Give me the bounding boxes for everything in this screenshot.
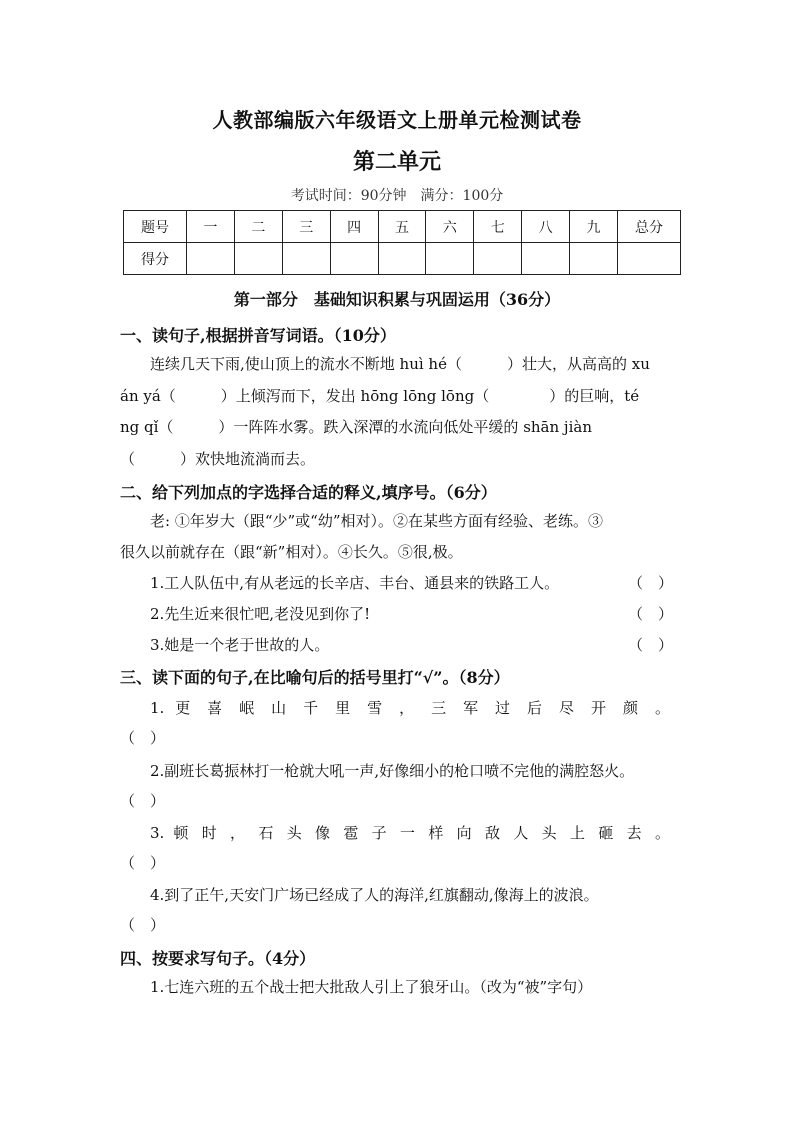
q1-line-1: 连续几天下雨,使山顶上的流水不断地 huì hé（ ）壮大，从高高的 xu bbox=[150, 355, 650, 373]
q3-answer-2[interactable]: （ ） bbox=[120, 792, 166, 810]
q3-answer-4[interactable]: （ ） bbox=[120, 916, 166, 934]
q3-answer-1[interactable]: （ ） bbox=[120, 729, 166, 747]
score-table-score-row bbox=[124, 243, 681, 275]
score-cell[interactable] bbox=[378, 243, 426, 275]
part1-title: 第一部分 基础知识积累与巩固运用（36分） bbox=[233, 290, 561, 309]
exam-title: 人教部编版六年级语文上册单元检测试卷 bbox=[212, 108, 582, 132]
score-cell[interactable] bbox=[187, 243, 235, 275]
column-header: 五 bbox=[378, 211, 426, 243]
q3-heading: 三、读下面的句子,在比喻句后的括号里打“√”。（8分） bbox=[120, 668, 510, 687]
q2-item-3: 3.她是一个老于世故的人。 bbox=[150, 636, 330, 654]
q2-item-1: 1.工人队伍中,有从老远的长辛店、丰台、通县来的铁路工人。 bbox=[150, 574, 560, 592]
column-header: 二 bbox=[234, 211, 282, 243]
q2-answer-2[interactable]: （ ） bbox=[628, 605, 674, 623]
q1-heading: 一、读句子,根据拼音写词语。（10分） bbox=[120, 326, 396, 345]
column-header-total: 总分 bbox=[618, 211, 681, 243]
q2-definition-line-1: 老: ①年岁大（跟“少”或“幼”相对）。②在某些方面有经验、老练。③ bbox=[150, 512, 603, 530]
q2-answer-3[interactable]: （ ） bbox=[628, 636, 674, 654]
score-cell-total[interactable] bbox=[618, 243, 681, 275]
score-cell[interactable] bbox=[234, 243, 282, 275]
column-header: 八 bbox=[522, 211, 570, 243]
score-cell[interactable] bbox=[426, 243, 474, 275]
q2-item-2: 2.先生近来很忙吧,老没见到你了! bbox=[150, 605, 371, 623]
score-cell[interactable] bbox=[474, 243, 522, 275]
score-cell[interactable] bbox=[330, 243, 378, 275]
score-table-header-row bbox=[124, 211, 681, 243]
score-cell[interactable] bbox=[282, 243, 330, 275]
column-header: 一 bbox=[187, 211, 235, 243]
row-header-question-no: 题号 bbox=[124, 211, 187, 243]
q4-item-1: 1.七连六班的五个战士把大批敌人引上了狼牙山。（改为“被”字句） bbox=[150, 978, 593, 996]
q1-line-3: ng qǐ（ ）一阵阵水雾。跌入深潭的水流向低处平缓的 shān jiàn bbox=[120, 418, 592, 436]
column-header: 四 bbox=[330, 211, 378, 243]
score-cell[interactable] bbox=[522, 243, 570, 275]
q1-line-2: án yá（ ）上倾泻而下，发出 hōng lōng lōng（ ）的巨响，té bbox=[120, 387, 640, 405]
column-header: 七 bbox=[474, 211, 522, 243]
q3-item-4: 4.到了正午,天安门广场已经成了人的海洋,红旗翻动,像海上的波浪。 bbox=[150, 886, 599, 904]
q2-heading: 二、给下列加点的字选择合适的释义,填序号。（6分） bbox=[120, 483, 497, 502]
q4-heading: 四、按要求写句子。（4分） bbox=[120, 949, 316, 968]
unit-title: 第二单元 bbox=[352, 149, 441, 175]
score-cell[interactable] bbox=[570, 243, 618, 275]
row-header-score: 得分 bbox=[124, 243, 187, 275]
q3-item-1: 1. 更 喜 岷 山 千 里 雪 ， 三 军 过 后 尽 开 颜 。 bbox=[150, 699, 670, 717]
q3-answer-3[interactable]: （ ） bbox=[120, 854, 166, 872]
exam-info: 考试时间：90分钟 满分：100分 bbox=[290, 188, 504, 204]
q3-item-2: 2.副班长葛振林打一枪就大吼一声,好像细小的枪口喷不完他的满腔怒火。 bbox=[150, 762, 635, 780]
q1-line-4: （ ）欢快地流淌而去。 bbox=[120, 450, 316, 468]
q3-item-3: 3. 顿 时 ， 石 头 像 雹 子 一 样 向 敌 人 头 上 砸 去 。 bbox=[150, 824, 670, 842]
column-header: 三 bbox=[282, 211, 330, 243]
q2-definition-line-2: 很久以前就存在（跟“新”相对）。④长久。⑤很,极。 bbox=[120, 543, 463, 561]
q2-answer-1[interactable]: （ ） bbox=[628, 574, 674, 592]
column-header: 六 bbox=[426, 211, 474, 243]
column-header: 九 bbox=[570, 211, 618, 243]
score-table bbox=[123, 210, 681, 275]
